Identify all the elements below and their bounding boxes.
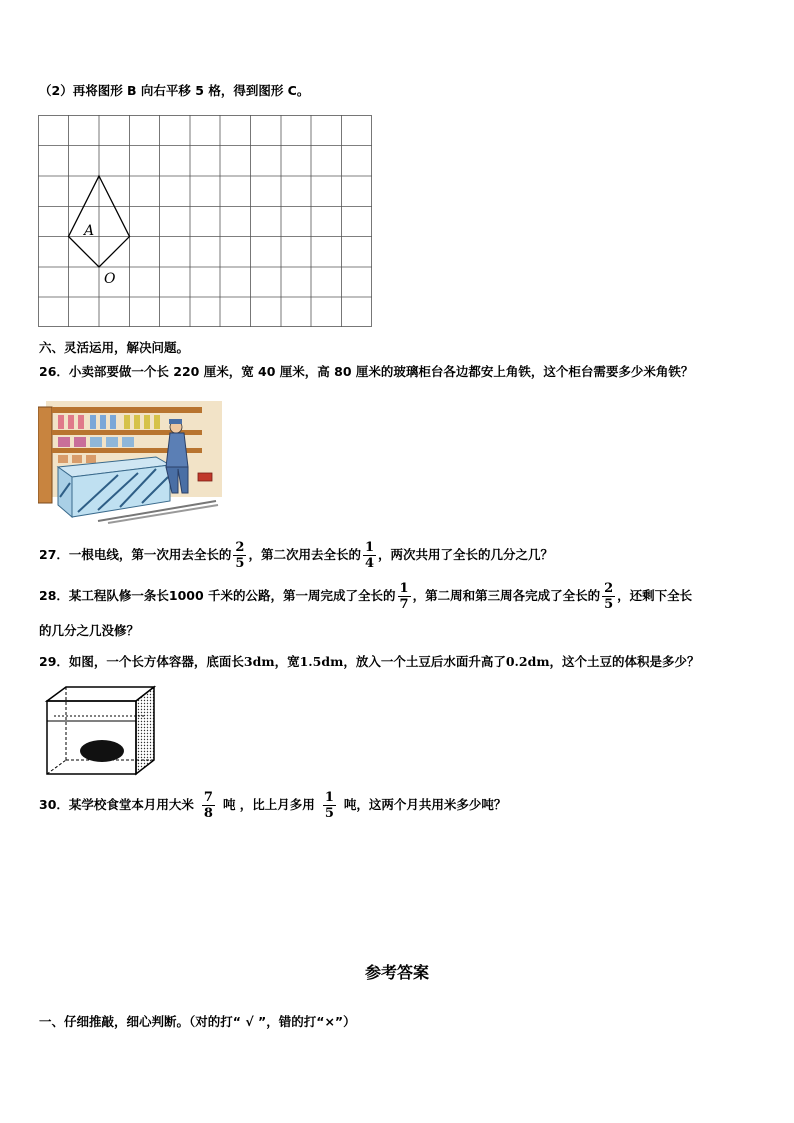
section1-title: 一、仔细推敲，细心判断。（对的打“ √ ”，错的打“×”） xyxy=(39,1014,356,1029)
translation-grid xyxy=(38,115,374,329)
q29-rise: 0.2dm xyxy=(505,654,550,669)
q27-fraction-2: $\frac{1}{4}$ xyxy=(364,540,375,571)
counter-illustration xyxy=(38,397,222,525)
q30-fraction-1: $\frac{7}{8}$ xyxy=(203,790,213,821)
answer-title: 参考答案 xyxy=(364,963,429,982)
q30-text xyxy=(39,790,506,821)
q28-text xyxy=(39,581,692,612)
q29-width: 1.5dm xyxy=(299,654,344,669)
q28-part3: ，还剩下全长 xyxy=(617,588,693,603)
q29-part4: ，这个土豆的体积是多少？ xyxy=(549,654,700,669)
q28-fraction-2: $\frac{2}{5}$ xyxy=(604,581,614,612)
q30-part1: 30．某学校食堂本月用大米 xyxy=(39,797,194,812)
q28-line2: 的几分之几没修？ xyxy=(39,623,140,638)
q30-part2: 吨 ，比上月多用 xyxy=(222,797,315,812)
label-o: O xyxy=(104,271,116,287)
q29-text xyxy=(39,653,700,671)
q30-part3: 吨，这两个月共用米多少吨？ xyxy=(343,797,507,812)
q29-length: 3dm xyxy=(243,654,275,669)
potato-shape xyxy=(80,740,124,762)
q29-part3: ，放入一个土豆后水面升高了 xyxy=(343,654,506,669)
q27-part1: 27．一根电线，第一次用去全长的 xyxy=(39,547,232,562)
q26-text: 26．小卖部要做一个长 220 厘米，宽 40 厘米，高 80 厘米的玻璃柜台各边都安上角铁，这个柜台需要多少米角铁？ xyxy=(39,364,694,379)
q28-fraction-1: $\frac{1}{7}$ xyxy=(399,581,409,612)
q27-fraction-1: $\frac{2}{5}$ xyxy=(235,540,245,571)
q28-part2: ，第二周和第三周各完成了全长的 xyxy=(412,588,601,603)
q28-part1: 28．某工程队修一条长1000 千米的公路，第一周完成了全长的 xyxy=(39,588,396,603)
label-a: A xyxy=(84,223,95,239)
section6-title: 六、灵活运用，解决问题。 xyxy=(39,340,190,355)
container-figure xyxy=(44,684,158,778)
q27-part3: ，两次共用了全长的几分之几？ xyxy=(378,547,554,562)
q2-instruction: （2）再将图形 B 向右平移 5 格，得到图形 C。 xyxy=(39,83,310,98)
q29-part2: ，宽 xyxy=(274,654,300,669)
q27-part2: ，第二次用去全长的 xyxy=(248,547,361,562)
q30-fraction-2: $\frac{1}{5}$ xyxy=(324,790,334,821)
q27-text xyxy=(39,540,553,571)
q29-part1: 29．如图，一个长方体容器，底面长 xyxy=(39,654,244,669)
